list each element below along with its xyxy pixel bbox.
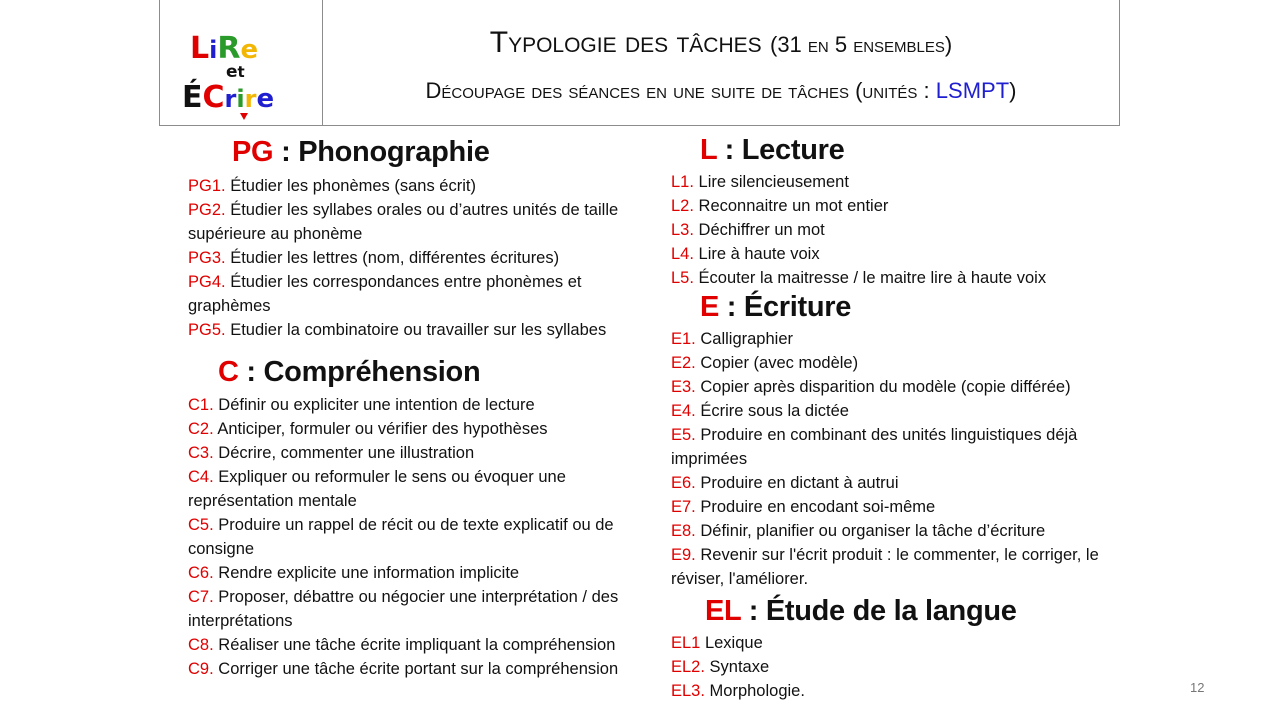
item-code: PG3.	[188, 249, 226, 267]
item-text: Définir ou expliciter une intention de lecture	[213, 396, 535, 414]
list-item	[671, 423, 1111, 471]
item-text: Lire à haute voix	[693, 245, 820, 263]
list-c	[188, 393, 628, 681]
section-label: Étude de la langue	[765, 595, 1017, 627]
item-text: Étudier les correspondances entre phonèmes et graphèmes	[188, 273, 582, 315]
item-code: E5.	[671, 426, 696, 444]
section-sep: :	[716, 134, 742, 166]
list-item	[188, 174, 628, 198]
item-text: Étudier les syllabes orales ou d’autres unités de taille supérieure au phonème	[188, 201, 619, 243]
item-text: Etudier la combinatoire ou travailler sur les syllabes	[225, 321, 607, 339]
item-text: Produire un rappel de récit ou de texte explicatif ou de consigne	[188, 516, 614, 558]
subtitle-suffix: )	[1009, 78, 1017, 103]
item-text: Expliquer ou reformuler le sens ou évoquer une représentation mentale	[188, 468, 566, 510]
item-code: EL3.	[671, 682, 705, 700]
list-item	[671, 170, 1111, 194]
list-el	[671, 631, 1111, 703]
svg-text:ÉCrire: ÉCrire	[182, 80, 275, 115]
item-code: C2.	[188, 420, 214, 438]
list-item	[671, 399, 1111, 423]
slide-header	[159, 0, 1120, 126]
item-code: L4.	[671, 245, 694, 263]
list-item	[671, 631, 1111, 655]
section-label: Écriture	[743, 291, 852, 323]
item-code: E7.	[671, 498, 696, 516]
title-sub: (31 en 5 ensembles)	[770, 32, 953, 57]
item-text: Écouter la maitresse / le maitre lire à haute voix	[693, 269, 1047, 287]
item-text: Étudier les phonèmes (sans écrit)	[225, 177, 476, 195]
item-code: PG2.	[188, 201, 226, 219]
item-text: Lexique	[700, 634, 763, 652]
item-code: C5.	[188, 516, 214, 534]
item-text: Produire en combinant des unités linguistiques déjà imprimées	[671, 426, 1078, 468]
item-code: C7.	[188, 588, 214, 606]
item-code: C4.	[188, 468, 214, 486]
logo-cell	[160, 0, 323, 125]
list-item	[188, 657, 628, 681]
list-item	[188, 393, 628, 417]
lire-ecrire-logo	[182, 26, 307, 122]
item-code: C3.	[188, 444, 214, 462]
list-item	[671, 375, 1111, 399]
subtitle-prefix: Découpage des séances en une suite de tâches (unités :	[425, 78, 936, 103]
item-code: L3.	[671, 221, 694, 239]
item-text: Copier après disparition du modèle (copie différée)	[695, 378, 1071, 396]
section-label: Compréhension	[263, 356, 481, 388]
item-code: C6.	[188, 564, 214, 582]
item-text: Syntaxe	[704, 658, 770, 676]
page-subtitle	[323, 78, 1119, 104]
page-title	[323, 26, 1119, 60]
item-code: E9.	[671, 546, 696, 564]
list-item	[188, 465, 628, 513]
section-code: PG	[232, 136, 274, 168]
list-item	[188, 198, 628, 246]
list-item	[188, 417, 628, 441]
list-item	[671, 543, 1111, 591]
list-e	[671, 327, 1111, 591]
item-code: E1.	[671, 330, 696, 348]
item-text: Produire en encodant soi-même	[695, 498, 936, 516]
item-code: PG5.	[188, 321, 226, 339]
list-item	[188, 318, 628, 342]
item-code: E8.	[671, 522, 696, 540]
item-text: Produire en dictant à autrui	[695, 474, 899, 492]
title-cell	[323, 0, 1119, 125]
section-sep: :	[740, 595, 766, 627]
item-text: Proposer, débattre ou négocier une interprétation / des interprétations	[188, 588, 619, 630]
item-text: Lire silencieusement	[693, 173, 849, 191]
item-code: EL2.	[671, 658, 705, 676]
item-code: L2.	[671, 197, 694, 215]
section-title-el	[705, 595, 1017, 628]
item-text: Calligraphier	[695, 330, 793, 348]
item-text: Reconnaitre un mot entier	[693, 197, 889, 215]
list-item	[188, 246, 628, 270]
item-code: C8.	[188, 636, 214, 654]
item-text: Copier (avec modèle)	[695, 354, 859, 372]
item-text: Réaliser une tâche écrite impliquant la compréhension	[213, 636, 616, 654]
item-code: L1.	[671, 173, 694, 191]
list-item	[188, 633, 628, 657]
section-title-c	[218, 356, 480, 389]
list-item	[671, 679, 1111, 703]
list-item	[671, 218, 1111, 242]
section-label: Lecture	[741, 134, 845, 166]
list-item	[671, 471, 1111, 495]
list-item	[188, 513, 628, 561]
section-label: Phonographie	[298, 136, 490, 168]
item-code: EL1	[671, 634, 701, 652]
item-text: Rendre explicite une information implicite	[213, 564, 520, 582]
item-code: E6.	[671, 474, 696, 492]
section-sep: :	[719, 291, 744, 323]
item-text: Étudier les lettres (nom, différentes écritures)	[225, 249, 560, 267]
item-text: Décrire, commenter une illustration	[213, 444, 475, 462]
item-code: L5.	[671, 269, 694, 287]
svg-text:et: et	[226, 62, 245, 82]
section-title-e	[700, 291, 851, 324]
item-code: E3.	[671, 378, 696, 396]
list-item	[188, 585, 628, 633]
list-item	[671, 655, 1111, 679]
title-main: Typologie des tâches	[489, 26, 762, 59]
list-item	[671, 194, 1111, 218]
list-item	[671, 327, 1111, 351]
section-title-pg	[232, 136, 490, 169]
item-text: Déchiffrer un mot	[693, 221, 825, 239]
item-text: Écrire sous la dictée	[695, 402, 849, 420]
list-item	[188, 561, 628, 585]
section-code: EL	[705, 595, 741, 627]
list-item	[671, 495, 1111, 519]
list-item	[188, 441, 628, 465]
item-text: Corriger une tâche écrite portant sur la compréhension	[213, 660, 619, 678]
item-code: C9.	[188, 660, 214, 678]
list-item	[671, 351, 1111, 375]
list-item	[671, 242, 1111, 266]
item-code: E4.	[671, 402, 696, 420]
page-number: 12	[1190, 680, 1205, 695]
section-sep: :	[273, 136, 299, 168]
section-title-l	[700, 134, 844, 167]
list-item	[671, 519, 1111, 543]
section-code: L	[700, 134, 717, 166]
item-text: Morphologie.	[704, 682, 805, 700]
item-code: PG4.	[188, 273, 226, 291]
section-code: C	[218, 356, 239, 388]
list-l	[671, 170, 1111, 290]
list-item	[188, 270, 628, 318]
section-sep: :	[238, 356, 264, 388]
item-code: C1.	[188, 396, 214, 414]
item-code: E2.	[671, 354, 696, 372]
item-text: Revenir sur l'écrit produit : le commenter, le corriger, le réviser, l'améliorer.	[671, 546, 1099, 588]
section-code: E	[700, 291, 720, 323]
item-text: Anticiper, formuler ou vérifier des hypothèses	[213, 420, 548, 438]
item-code: PG1.	[188, 177, 226, 195]
list-pg	[188, 174, 628, 342]
svg-text:LiRe: LiRe	[190, 31, 259, 66]
list-item	[671, 266, 1111, 290]
subtitle-units: LSMPT	[935, 78, 1010, 103]
item-text: Définir, planifier ou organiser la tâche d’écriture	[695, 522, 1046, 540]
